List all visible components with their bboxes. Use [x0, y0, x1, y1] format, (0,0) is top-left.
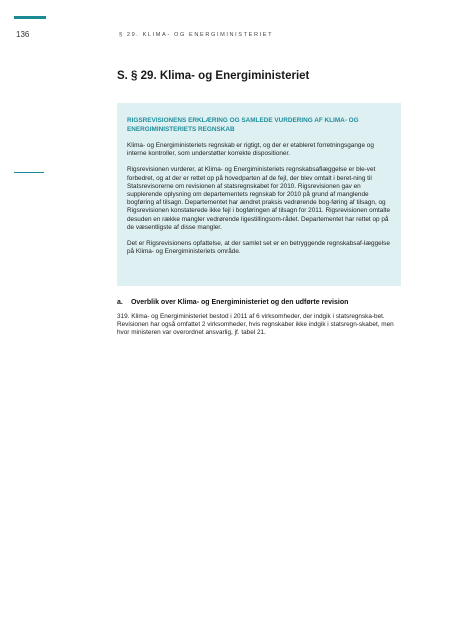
section-body: 319. Klima- og Energiministeriet bestod i 2011 af 6 virksomheder, der indgik i statsregnska-bet. Revisionen har også omfattet 2 virksomheder, hvis regnskaber ikke indgik i statsregn-skabet, men hvor ministeren var overordnet ansvarlig, jf. tabel 21. [117, 313, 394, 337]
box-paragraph: Det er Rigsrevisionens opfattelse, at der samlet set er en betryggende regnskabsaf-læggelse på Klima- og Energiministeriets område. [127, 240, 390, 256]
section-heading-text: Overblik over Klima- og Energiministeriet og den udførte revision [130, 299, 349, 306]
box-heading: RIGSREVISIONENS ERKLÆRING OG SAMLEDE VURDERING AF KLIMA- OG ENERGIMINISTERIETS REGNSKAB [127, 117, 359, 133]
section-number: a. [117, 299, 123, 306]
page-number: 136 [16, 30, 30, 39]
running-head: § 29. KLIMA- OG ENERGIMINISTERIET [119, 32, 274, 38]
margin-rule [14, 172, 44, 173]
box-paragraph: Klima- og Energiministeriets regnskab er rigtigt, og der er etableret forretningsgange og interne kontroller, som understøtter korrekte dispositioner. [127, 142, 374, 158]
audit-statement-box [117, 103, 401, 286]
header-rule [14, 16, 46, 19]
chapter-title: S. § 29. Klima- og Energiministeriet [117, 70, 310, 82]
section-heading [117, 299, 348, 306]
box-paragraph: Rigsrevisionen vurderer, at Klima- og Energiministeriets regnskabsaflæggelse er ble-vet forbedret, og at der er rettet op på hovedparten af de fejl, der blev omtalt i beret-ning til Statsrevisorerne om revisionen af statsregnskabet for 2010. Rigsrevisionen gav en supplerende oplysning om departementets regnskab for 2010 på grund af manglende bogføring af tilsagn. Departementet har ændret praksis vedrørende bog-føring af tilsagn, og Rigsrevisionen konstaterede ikke fejl i bogføringen af tilsagn for 2011. Rigsrevisionen omtalte desuden en række mangler vedrørende ligestillingsom-rådet. Departementet har rettet op på de væsentligste af disse mangler. [127, 166, 391, 231]
